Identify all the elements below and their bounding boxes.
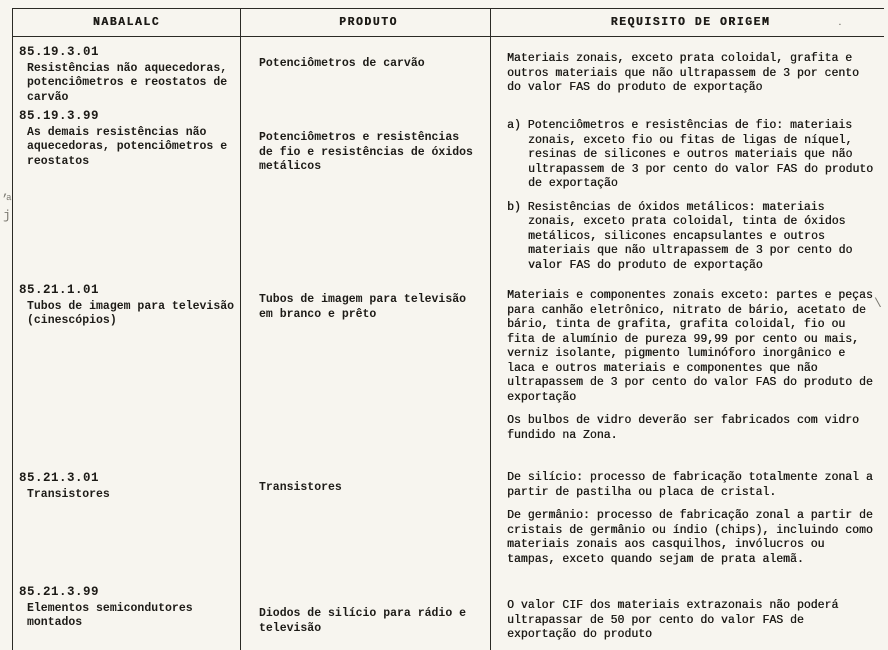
- origin-requirements-table: [12, 8, 884, 650]
- cell-requisito: [490, 37, 884, 105]
- column-header-produto: PRODUTO: [240, 9, 490, 36]
- table-row: [12, 105, 884, 277]
- cell-nabalalc: [12, 37, 240, 105]
- table-row: [12, 277, 884, 463]
- nabalalc-code: 85.21.1.01: [19, 283, 100, 297]
- produto-text: Tubos de imagem para televisão em branco e prêto: [259, 293, 467, 321]
- nabalalc-code: 85.19.3.01: [19, 45, 100, 59]
- requisito-paragraph: De germânio: processo de fabricação zonal a partir de cristais de germânio ou índio (chips), incluindo como materiais zonais aos casquilhos, invólucros ou tampas, exceto quando sejam de prata alemã.: [507, 509, 873, 566]
- column-header-requisito-de-origem: REQUISITO DE ORIGEM: [490, 9, 884, 36]
- cell-nabalalc: [12, 277, 240, 463]
- produto-text: Diodos de silício para rádio e televisão: [259, 607, 467, 635]
- cell-requisito: [490, 463, 884, 581]
- nabalalc-description: Transistores: [27, 487, 110, 501]
- table-row: [12, 581, 884, 650]
- requisito-paragraph: Os bulbos de vidro deverão ser fabricados com vidro fundido na Zona.: [507, 414, 859, 442]
- scan-artifact: ’ͣ: [1, 192, 9, 207]
- cell-produto: [240, 581, 490, 650]
- cell-produto: [240, 105, 490, 277]
- nabalalc-code: 85.19.3.99: [19, 109, 100, 123]
- nabalalc-code: 85.21.3.01: [19, 471, 100, 485]
- scan-artifact: j: [3, 208, 11, 223]
- column-header-nabalalc: NABALALC: [12, 9, 240, 36]
- requisito-paragraph: Materiais zonais, exceto prata coloidal, grafita e outros materiais que não ultrapassem de 3 por cento do valor FAS do produto de exportação: [507, 52, 859, 94]
- cell-requisito: [490, 277, 884, 463]
- table-row: [12, 37, 884, 105]
- table-row: [12, 463, 884, 581]
- produto-text: Transistores: [259, 481, 342, 494]
- cell-nabalalc: [12, 463, 240, 581]
- nabalalc-description: Elementos semicondutores montados: [27, 601, 193, 629]
- requisito-paragraph: Materiais e componentes zonais exceto: partes e peças para canhão eletrônico, nitrato de bário, acetato de bário, tinta de grafita, grafita coloidal, fio ou fita de alumínio de pureza 99,99 por cento ou mais, verniz isolante, pigmento luminóforo inorgânico e laca e outros materiais e componentes que não ultrapassem de 3 por cento do valor FAS do produto de exportação: [507, 289, 873, 404]
- nabalalc-code: 85.21.3.99: [19, 585, 100, 599]
- cell-produto: [240, 37, 490, 105]
- cell-requisito: [490, 105, 884, 277]
- produto-text: Potenciômetros de carvão: [259, 57, 425, 70]
- nabalalc-description: Resistências não aquecedoras, potenciômetros e reostatos de carvão: [27, 61, 228, 104]
- requisito-paragraph-a: a) Potenciômetros e resistências de fio: materiais zonais, exceto fio ou fitas de ligas de níquel, resinas de silicones e outros materiais que não ultrapassem de 3 por cento do valor FAS do produto de exportação: [507, 119, 874, 190]
- nabalalc-description: As demais resistências não aquecedoras, potenciômetros e reostatos: [27, 125, 228, 168]
- cell-requisito: [490, 581, 884, 650]
- table-body: [12, 37, 884, 650]
- cell-nabalalc: [12, 581, 240, 650]
- requisito-paragraph: O valor CIF dos materiais extrazonais não poderá ultrapassar de 50 por cento do valor FAS de exportação do produto: [507, 599, 839, 641]
- cell-produto: [240, 463, 490, 581]
- requisito-paragraph-b: b) Resistências de óxidos metálicos: materiais zonais, exceto prata coloidal, tinta de óxidos metálicos, silicones encapsulantes e outros materiais que não ultrapassem de 3 por cento do valor FAS do produto de exportação: [507, 200, 853, 272]
- cell-produto: [240, 277, 490, 463]
- produto-text: Potenciômetros e resistências de fio e resistências de óxidos metálicos: [259, 131, 473, 173]
- nabalalc-description: Tubos de imagem para televisão (cinescópios): [27, 299, 235, 327]
- scan-artifact: \: [874, 296, 882, 311]
- table-header-row: [12, 8, 884, 37]
- cell-nabalalc: [12, 105, 240, 277]
- requisito-paragraph: De silício: processo de fabricação totalmente zonal a partir de pastilha ou placa de cristal.: [507, 471, 873, 499]
- scan-artifact: ˙: [836, 22, 844, 37]
